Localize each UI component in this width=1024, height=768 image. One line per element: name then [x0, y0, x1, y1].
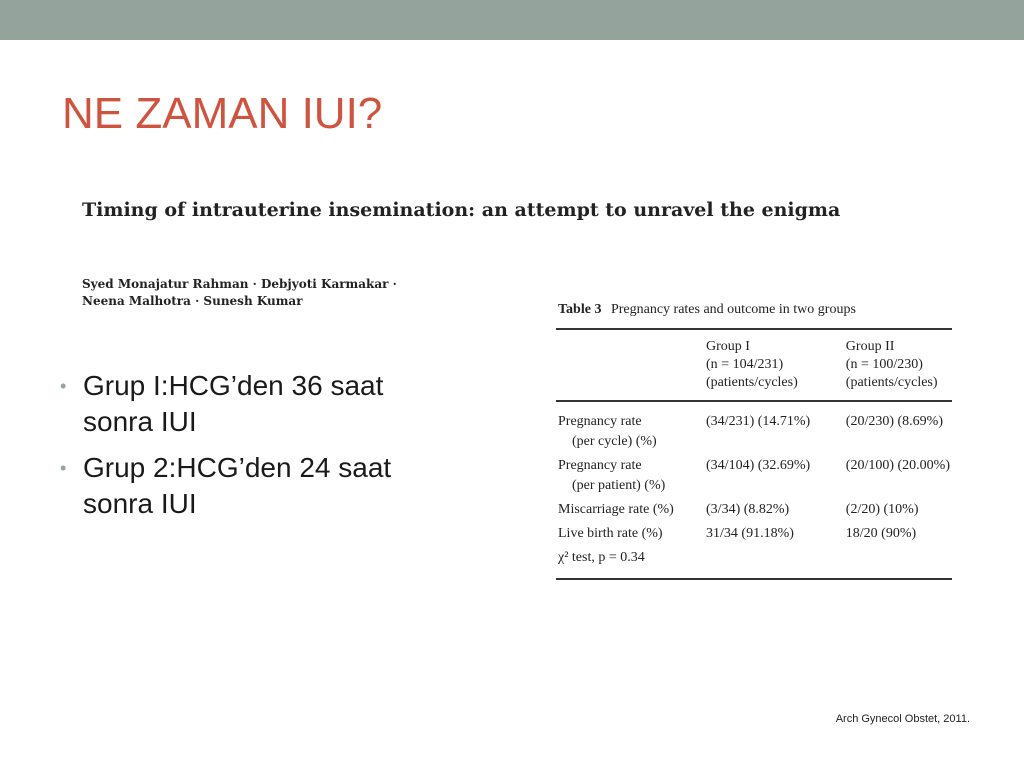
row-label-cell: [556, 401, 704, 454]
row-label: Pregnancy rate: [558, 414, 642, 429]
table-row: [556, 522, 952, 546]
row-label-cell: [556, 454, 704, 498]
table-caption-text: Pregnancy rates and outcome in two groups: [610, 302, 856, 317]
bullet-text: Grup 2:HCG’den 24 saat sonra IUI: [83, 452, 392, 519]
group-2-cell: [844, 546, 952, 579]
header-group-1-name: Group I: [706, 339, 750, 354]
row-sublabel: (per patient) (%): [572, 478, 666, 493]
bullet-list: [60, 368, 460, 532]
group-2-cell: 18/20 (90%): [845, 526, 917, 541]
group-2-cell: (20/100) (20.00%): [845, 458, 950, 473]
row-sublabel: (per cycle) (%): [572, 434, 657, 449]
row-label: Miscarriage rate (%): [558, 502, 674, 517]
chi-square-note: χ² test, p = 0.34: [558, 550, 645, 565]
group-1-cell: (3/34) (8.82%): [706, 502, 790, 517]
bullet-item: [60, 450, 460, 522]
row-label: Live birth rate (%): [558, 526, 663, 541]
header-cell-group-2: [844, 329, 952, 401]
paper-title: Timing of intrauterine insemination: an attempt to unravel the enigma: [82, 199, 841, 221]
bullet-dot-icon: •: [60, 376, 67, 396]
header-group-2-name: Group II: [845, 339, 895, 354]
group-2-cell: (2/20) (10%): [845, 502, 919, 517]
group-1-cell: (34/231) (14.71%): [706, 414, 811, 429]
table-row: [556, 454, 952, 498]
row-label-cell: [556, 546, 704, 579]
pregnancy-rates-table: [556, 298, 952, 580]
header-cell-empty: [556, 329, 704, 401]
bullet-text: Grup I:HCG’den 36 saat sonra IUI: [83, 370, 384, 437]
bullet-dot-icon: •: [60, 458, 67, 478]
citation: Arch Gynecol Obstet, 2011.: [835, 713, 970, 725]
group-1-cell: [704, 546, 844, 579]
group-1-cell: 31/34 (91.18%): [706, 526, 794, 541]
table-row: [556, 498, 952, 522]
row-label: Pregnancy rate: [558, 458, 642, 473]
authors-line-2: Neena Malhotra · Sunesh Kumar: [82, 294, 303, 308]
authors-line-1: Syed Monajatur Rahman · Debjyoti Karmakar ·: [82, 277, 397, 291]
header-group-1-unit: (patients/cycles): [706, 375, 798, 390]
header-cell-group-1: [704, 329, 844, 401]
bullet-item: [60, 368, 460, 440]
top-accent-bar: [0, 0, 1024, 40]
table-number: Table 3: [558, 302, 602, 317]
paper-authors: [82, 276, 522, 310]
group-2-cell: (20/230) (8.69%): [845, 414, 943, 429]
row-label-cell: [556, 522, 704, 546]
table-caption: [556, 298, 952, 328]
header-group-1-n: (n = 104/231): [706, 357, 784, 372]
group-1-cell: (34/104) (32.69%): [706, 458, 811, 473]
table-row: [556, 401, 952, 454]
table-body: [556, 328, 952, 580]
table-header-row: [556, 329, 952, 401]
row-label-cell: [556, 498, 704, 522]
header-group-2-n: (n = 100/230): [845, 357, 923, 372]
table-row: [556, 546, 952, 579]
header-group-2-unit: (patients/cycles): [845, 375, 938, 390]
slide-title: NE ZAMAN IUI?: [62, 89, 383, 138]
